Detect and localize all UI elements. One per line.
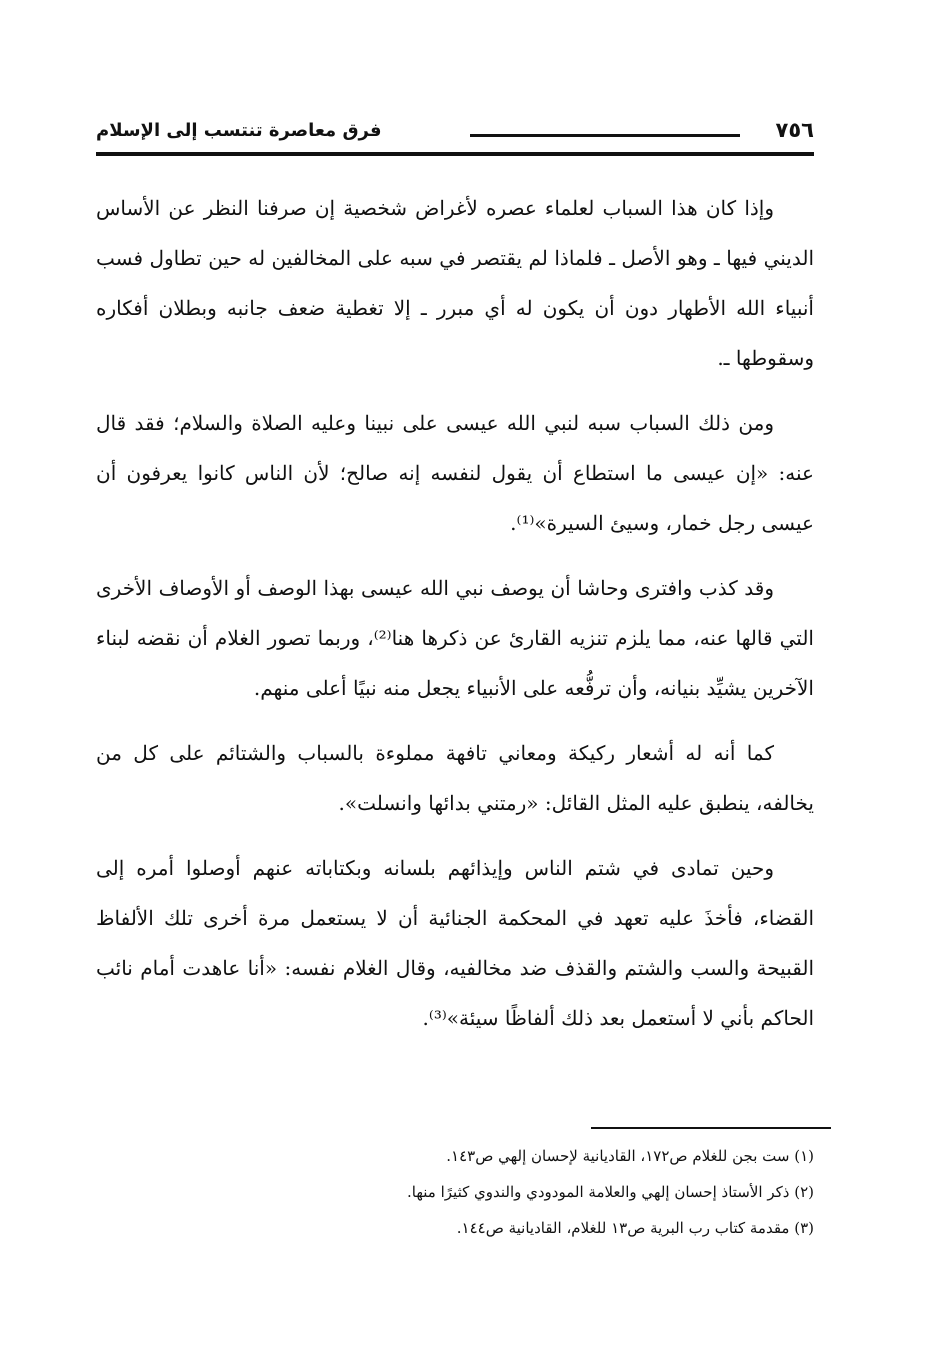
paragraph-4: كما أنه له أشعار ركيكة ومعاني تافهة مملوءة بالسباب والشتائم على كل من يخالفه، ينطبق عليه المثل القائل: «رمتني بدائها وانسلت». — [96, 741, 814, 815]
paragraph-2: ومن ذلك السباب سبه لنبي الله عيسى على نبينا وعليه الصلاة والسلام؛ فقد قال عنه: «إن عيسى ما استطاع أن يقول لنفسه إنه صالح؛ لأن الناس كانوا يعرفون أن عيسى رجل خمار، وسيئ السيرة»⁽¹⁾. — [96, 411, 814, 535]
paragraph-1: وإذا كان هذا السباب لعلماء عصره لأغراض شخصية إن صرفنا النظر عن الأساس الديني فيها ـ وهو الأصل ـ فلماذا لم يقتصر في سبه على المخالفين له حين تطاول فسب أنبياء الله الأطهار دون أن يكون له أي مبرر ـ إلا تغطية ضعف جانبه وبطلان أفكاره وسقوطها ـ. — [96, 196, 814, 370]
header-rule — [470, 134, 740, 137]
paragraph-5: وحين تمادى في شتم الناس وإيذائهم بلسانه وبكتاباته عنهم أوصلوا أمره إلى القضاء، فأخذَ عليه تعهد في المحكمة الجنائية أن لا يستعمل مرة أخرى تلك الألفاظ القبيحة والسب والشتم والقذف ضد مخالفيه، وقال الغلام نفسه: «أنا عاهدت أمام نائب الحاكم بأني لا أستعمل بعد ذلك ألفاظًا سيئة»⁽³⁾. — [96, 856, 814, 1030]
main-text — [96, 183, 814, 1058]
footnote-2: (٢) ذكر الأستاذ إحسان إلهي والعلامة المودودي والندوي كثيرًا منها. — [407, 1183, 814, 1201]
footnote-1: (١) ست بجن للغلام ص١٧٢، القاديانية لإحسان إلهي ص١٤٣. — [446, 1147, 814, 1165]
page-header — [96, 112, 814, 156]
running-title: فرق معاصرة تنتسب إلى الإسلام — [96, 120, 382, 141]
paragraph-3: وقد كذب وافترى وحاشا أن يوصف نبي الله عيسى بهذا الوصف أو الأوصاف الأخرى التي قالها عنه، مما يلزم تنزيه القارئ عن ذكرها هنا⁽²⁾، وربما تصور الغلام أن نقضه لبناء الآخرين يشيِّد بنيانه، وأن ترفُّعه على الأنبياء يجعل منه نبيًا أعلى منهم. — [96, 576, 814, 700]
footnote-3: (٣) مقدمة كتاب رب البرية ص١٣ للغلام، القاديانية ص١٤٤. — [456, 1219, 814, 1237]
footnote-separator — [591, 1127, 831, 1129]
footnotes — [96, 1138, 814, 1246]
page-number: ٧٥٦ — [775, 118, 814, 142]
